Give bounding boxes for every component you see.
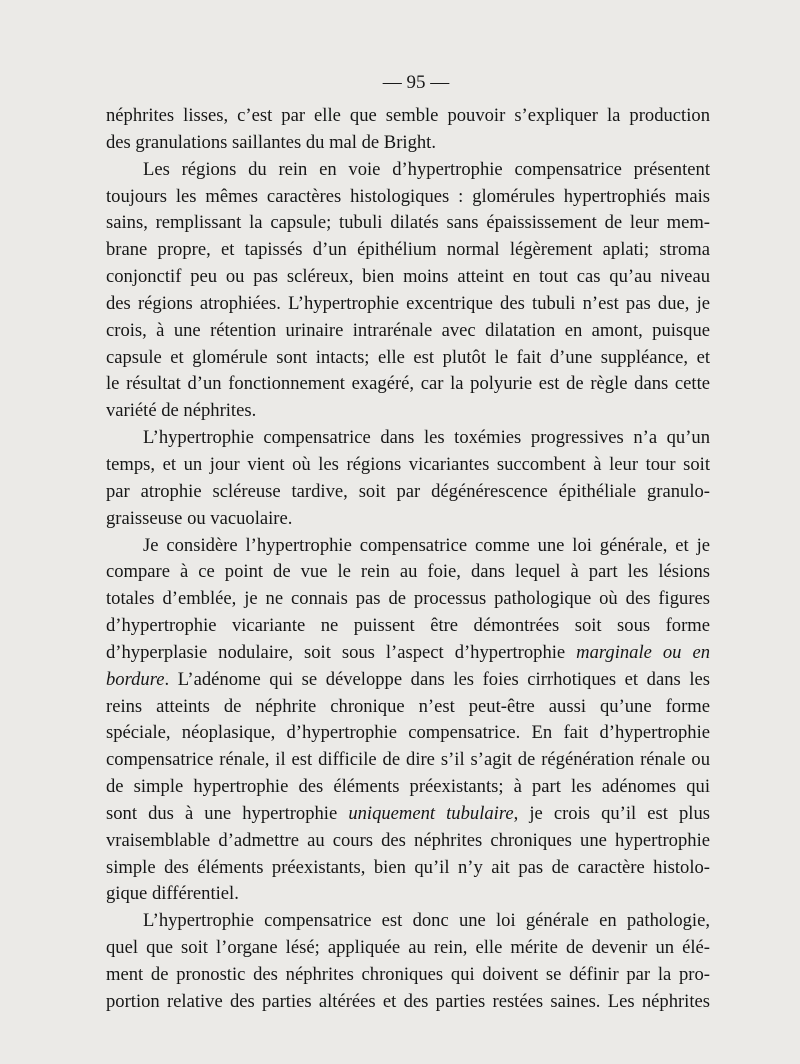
text-line — [106, 533, 710, 560]
italic-text: marginale ou en — [576, 641, 710, 663]
text-line — [106, 640, 710, 667]
text-line — [106, 157, 710, 184]
text-line — [106, 264, 710, 291]
text-span: crois, à une rétention urinaire intrarénale avec dilatation en amont, puisque — [106, 319, 710, 341]
text-span: graisseuse ou vacuolaire. — [106, 507, 293, 529]
text-line — [106, 479, 710, 506]
text-span: . L’adénome qui se développe dans les foies cirrhotiques et dans les — [164, 668, 710, 690]
text-line — [106, 855, 710, 882]
text-line — [106, 908, 710, 935]
italic-text: uniquement tubulaire — [348, 802, 514, 824]
text-line — [106, 720, 710, 747]
text-line — [106, 371, 710, 398]
text-span: L’hypertrophie compensatrice dans les toxémies progressives n’a qu’un — [143, 427, 710, 449]
text-line — [106, 291, 710, 318]
text-span: sont dus à une hypertrophie — [106, 802, 349, 824]
text-span: des régions atrophiées. L’hypertrophie excentrique des tubuli n’est pas due, je — [106, 292, 710, 314]
body-text — [106, 103, 710, 1016]
text-span: capsule et glomérule sont intacts; elle est plutôt le fait d’une suppléance, et — [106, 346, 710, 368]
text-line — [106, 559, 710, 586]
text-span: conjonctif peu ou pas scléreux, bien moins atteint en tout cas qu’au niveau — [106, 266, 710, 288]
text-span: simple des éléments préexistants, bien qu’il n’y ait pas de caractère histolo- — [106, 856, 710, 878]
text-line — [106, 774, 710, 801]
text-line — [106, 345, 710, 372]
text-span: par atrophie scléreuse tardive, soit par dégénérescence épithéliale granulo- — [106, 480, 710, 502]
text-line — [106, 210, 710, 237]
text-span: des granulations saillantes du mal de Bright. — [106, 131, 436, 153]
text-line — [106, 828, 710, 855]
text-span: variété de néphrites. — [106, 400, 257, 422]
text-line — [106, 398, 710, 425]
text-line — [106, 452, 710, 479]
text-span: toujours les mêmes caractères histologiques : glomérules hypertrophiés mais — [106, 185, 710, 207]
text-line — [106, 613, 710, 640]
text-span: temps, et un jour vient où les régions vicariantes succombent à leur tour soit — [106, 453, 710, 475]
text-span: le résultat d’un fonctionnement exagéré, car la polyurie est de règle dans cette — [106, 373, 710, 395]
text-span: compensatrice rénale, il est difficile de dire s’il s’agit de régénération rénale ou — [106, 749, 710, 771]
text-line — [106, 318, 710, 345]
italic-text: bordure — [106, 668, 165, 690]
text-span: Les régions du rein en voie d’hypertrophie compensatrice présentent — [143, 158, 710, 180]
text-span: , je crois qu’il est plus — [513, 802, 710, 824]
text-span: vraisemblable d’admettre au cours des néphrites chroniques une hypertrophie — [106, 829, 710, 851]
text-line — [106, 881, 710, 908]
text-line — [106, 506, 710, 533]
page-number: — 95 — — [382, 72, 450, 93]
text-span: néphrites lisses, c’est par elle que semble pouvoir s’expliquer la production — [106, 105, 710, 126]
text-line — [106, 694, 710, 721]
text-line — [106, 103, 710, 130]
text-span: totales d’emblée, je ne connais pas de processus pathologique où des figures — [106, 588, 710, 610]
text-line — [106, 667, 710, 694]
text-span: de simple hypertrophie des éléments préexistants; à part les adénomes qui — [106, 776, 710, 798]
text-span: d’hypertrophie vicariante ne puissent être démontrées soit sous forme — [106, 615, 710, 637]
text-span: L’hypertrophie compensatrice est donc une loi générale en pathologie, — [143, 910, 710, 932]
text-line — [106, 237, 710, 264]
text-line — [106, 184, 710, 211]
text-span: spéciale, néoplasique, d’hypertrophie compensatrice. En fait d’hypertrophie — [106, 722, 710, 744]
text-span: portion relative des parties altérées et des parties restées saines. Les néphrites — [106, 990, 710, 1012]
text-span: d’hyperplasie nodulaire, soit sous l’aspect d’hypertrophie — [106, 641, 577, 663]
text-line — [106, 425, 710, 452]
text-line — [106, 130, 710, 157]
text-span: gique différentiel. — [106, 883, 239, 905]
text-span: compare à ce point de vue le rein au foie, dans lequel à part les lésions — [106, 561, 710, 583]
text-line — [106, 962, 710, 989]
text-span: Je considère l’hypertrophie compensatrice comme une loi générale, et je — [143, 534, 710, 556]
text-span: reins atteints de néphrite chronique n’est peut-être aussi qu’une forme — [106, 695, 710, 717]
text-span: quel que soit l’organe lésé; appliquée au rein, elle mérite de devenir un élé- — [106, 937, 710, 959]
text-line — [106, 935, 710, 962]
text-line — [106, 801, 710, 828]
text-span: sains, remplissant la capsule; tubuli dilatés sans épaississement de leur mem- — [106, 212, 710, 234]
text-line — [106, 989, 710, 1016]
text-line — [106, 586, 710, 613]
text-span: brane propre, et tapissés d’un épithélium normal légèrement aplati; stroma — [106, 239, 710, 261]
text-line — [106, 747, 710, 774]
text-span: ment de pronostic des néphrites chroniques qui doivent se définir par la pro- — [106, 964, 710, 985]
